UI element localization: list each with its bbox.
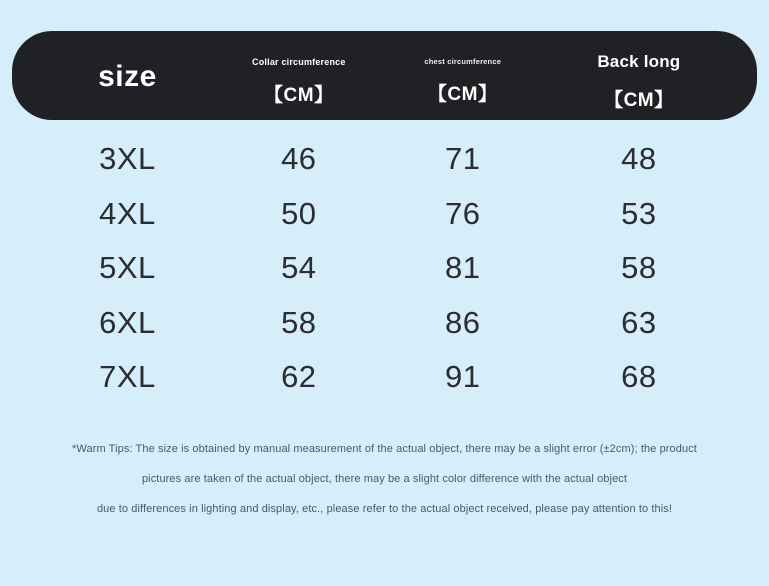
chest-value: 81 [444, 250, 481, 286]
header-collar-circumference [243, 31, 355, 120]
back-unit-label: 【CM】 [604, 89, 674, 111]
size-cell: 4XL [99, 195, 156, 231]
chest-unit-label: 【CM】 [427, 84, 498, 105]
size-cell: 5XL [99, 250, 156, 286]
back-value: 68 [621, 359, 657, 395]
back-header-label: Back long [597, 51, 681, 71]
warm-tips [0, 434, 769, 524]
size-cell: 3XL [99, 141, 156, 177]
header-back-long [571, 31, 757, 120]
chest-value: 86 [444, 304, 481, 340]
back-value: 63 [621, 304, 657, 340]
table-body [12, 132, 757, 405]
header-chest-circumference [355, 31, 571, 120]
tips-line: pictures are taken of the actual object, there may be a slight color difference with the actual object [141, 473, 628, 485]
table-row [12, 296, 757, 351]
table-header [12, 31, 757, 120]
chest-header-label: chest circumference [424, 57, 502, 66]
collar-header-label: Collar circumference [252, 56, 346, 67]
collar-value: 58 [281, 304, 317, 340]
tips-line: *Warm Tips: The size is obtained by manual measurement of the actual object, there may be a slight error (±2cm); the product [72, 443, 697, 455]
collar-value: 54 [281, 250, 317, 286]
table-row [12, 132, 757, 187]
tips-line: due to differences in lighting and display, etc., please refer to the actual object received, please pay attention to this! [96, 503, 673, 515]
table-row [12, 187, 757, 242]
chest-value: 71 [444, 141, 481, 177]
collar-value: 46 [281, 141, 317, 177]
collar-value: 62 [281, 359, 317, 395]
back-value: 53 [621, 195, 657, 231]
collar-value: 50 [281, 195, 317, 231]
table-row [12, 350, 757, 405]
collar-unit-label: 【CM】 [264, 84, 334, 106]
size-cell: 6XL [99, 304, 156, 340]
table-row [12, 241, 757, 296]
header-size [12, 31, 243, 120]
back-value: 48 [621, 141, 657, 177]
size-header-label: size [98, 59, 157, 93]
chest-value: 91 [444, 359, 481, 395]
chest-value: 76 [444, 195, 481, 231]
back-value: 58 [621, 250, 657, 286]
size-cell: 7XL [99, 359, 156, 395]
